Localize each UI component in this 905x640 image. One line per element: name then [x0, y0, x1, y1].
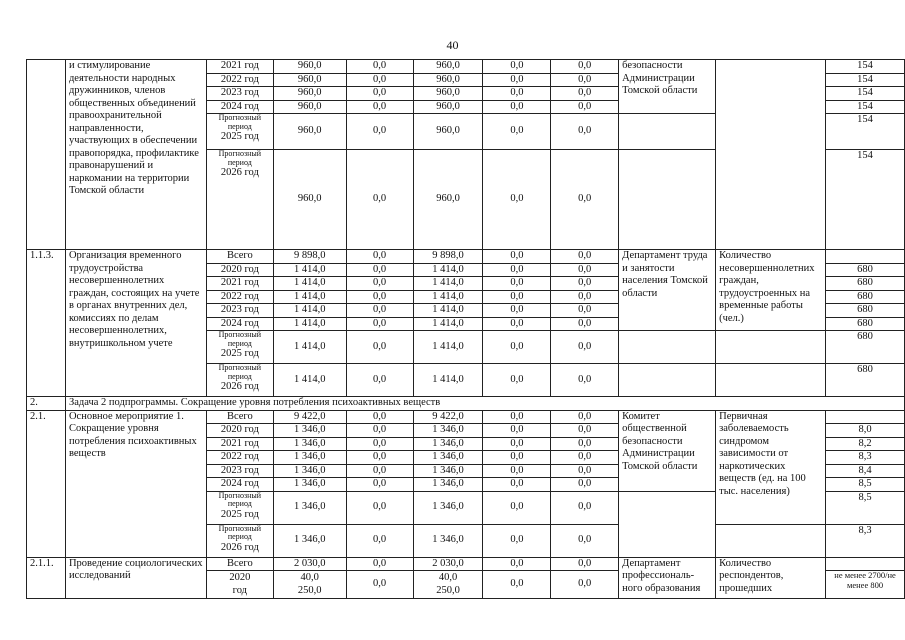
value-cell: 1 414,0 — [413, 331, 483, 364]
indicator-value-cell — [826, 410, 905, 424]
value-cell: 0,0 — [483, 464, 551, 478]
value-cell: 0,0 — [483, 364, 551, 397]
value-cell: 0,0 — [346, 364, 413, 397]
indicator-name-cell-empty — [716, 331, 826, 364]
indicator-value-cell: 154 — [826, 60, 905, 74]
value-cell: 0,0 — [551, 364, 619, 397]
period-unit: год — [232, 584, 247, 596]
period-cell: 2023 год — [206, 87, 273, 101]
value-cell: 960,0 — [273, 87, 346, 101]
indicator-value-cell: 680 — [826, 317, 905, 331]
indicator-value-cell: не менее 2700/не менее 800 — [826, 571, 905, 599]
table-row — [27, 60, 905, 74]
value-cell: 1 414,0 — [273, 263, 346, 277]
value-cell: 0,0 — [551, 524, 619, 557]
value-cell: 1 346,0 — [273, 451, 346, 465]
value-cell: 960,0 — [413, 73, 483, 87]
value-cell: 0,0 — [346, 290, 413, 304]
value-cell: 0,0 — [483, 114, 551, 150]
value-line: 40,0 — [300, 572, 319, 583]
value-cell: 1 414,0 — [273, 304, 346, 318]
value-cell: 1 414,0 — [413, 317, 483, 331]
value-cell: 1 414,0 — [273, 290, 346, 304]
table-row — [27, 410, 905, 424]
value-cell: 0,0 — [551, 491, 619, 524]
value-cell: 960,0 — [273, 73, 346, 87]
value-cell: 960,0 — [273, 100, 346, 114]
period-label-year: 2025 год — [220, 348, 259, 359]
value-cell: 0,0 — [346, 437, 413, 451]
period-label-forecast: Прогнозный — [218, 149, 262, 158]
table-row — [27, 250, 905, 264]
value-cell: 1 414,0 — [413, 263, 483, 277]
value-line: 40,0 — [438, 572, 458, 583]
indicator-value-cell: 154 — [826, 150, 905, 250]
value-cell: 0,0 — [483, 100, 551, 114]
value-cell: 1 346,0 — [413, 437, 483, 451]
period-cell — [206, 524, 273, 557]
period-cell: 2022 год — [206, 290, 273, 304]
indicator-value-cell: 8,5 — [826, 478, 905, 492]
period-cell: 2024 год — [206, 317, 273, 331]
value-cell: 1 346,0 — [413, 478, 483, 492]
code-cell: 2.1.1. — [27, 557, 66, 599]
value-cell: 0,0 — [346, 524, 413, 557]
value-cell: 1 346,0 — [273, 437, 346, 451]
value-cell: 1 346,0 — [273, 464, 346, 478]
value-cell: 0,0 — [483, 317, 551, 331]
indicator-value-cell: 680 — [826, 277, 905, 291]
value-cell: 0,0 — [551, 277, 619, 291]
value-cell: 0,0 — [483, 410, 551, 424]
value-cell: 0,0 — [483, 304, 551, 318]
value-cell: 0,0 — [346, 263, 413, 277]
period-cell: Всего — [206, 250, 273, 264]
value-cell: 2 030,0 — [413, 557, 483, 571]
description-cell: Основное мероприятие 1. Сокращение уровня потребления психоактивных веществ — [65, 410, 206, 557]
period-label-period: период — [227, 157, 252, 167]
indicator-value-cell: 680 — [826, 263, 905, 277]
value-cell: 1 414,0 — [413, 290, 483, 304]
value-cell: 0,0 — [346, 491, 413, 524]
description-cell: Проведение социологических исследований — [65, 557, 206, 599]
indicator-value-cell — [826, 557, 905, 571]
period-label-period: период — [227, 371, 252, 381]
value-cell: 960,0 — [413, 100, 483, 114]
value-cell: 1 414,0 — [413, 277, 483, 291]
value-cell: 1 346,0 — [413, 524, 483, 557]
period-label-year: 2025 год — [220, 508, 259, 520]
executor-cell-empty — [619, 150, 716, 250]
value-cell: 1 414,0 — [413, 364, 483, 397]
value-cell: 960,0 — [413, 150, 483, 250]
value-cell: 0,0 — [551, 571, 619, 599]
value-cell: 0,0 — [551, 87, 619, 101]
value-cell: 0,0 — [346, 424, 413, 438]
value-cell: 0,0 — [483, 571, 551, 599]
value-cell: 0,0 — [551, 150, 619, 250]
value-cell: 0,0 — [483, 437, 551, 451]
period-label-period: период — [227, 499, 252, 508]
period-cell: 2022 год — [206, 73, 273, 87]
period-cell: 2020 год — [206, 424, 273, 438]
value-cell: 0,0 — [483, 150, 551, 250]
value-cell: 0,0 — [346, 250, 413, 264]
indicator-name-cell: Количество респондентов, прошедших — [716, 557, 826, 599]
period-cell: 2022 год — [206, 451, 273, 465]
value-cell: 0,0 — [346, 464, 413, 478]
indicator-name-cell-empty — [716, 524, 826, 557]
indicator-value-cell: 154 — [826, 73, 905, 87]
value-cell: 0,0 — [346, 451, 413, 465]
value-cell: 0,0 — [346, 60, 413, 74]
code-cell: 1.1.3. — [27, 250, 66, 397]
value-cell: 0,0 — [346, 317, 413, 331]
value-line: 250,0 — [297, 584, 322, 596]
value-cell: 0,0 — [483, 424, 551, 438]
indicator-value-cell: 8,2 — [826, 437, 905, 451]
value-cell: 0,0 — [346, 114, 413, 150]
value-cell: 0,0 — [551, 410, 619, 424]
value-cell: 0,0 — [551, 317, 619, 331]
executor-cell: Департамент профессиональ- ного образования — [619, 557, 716, 599]
period-cell — [206, 571, 273, 599]
indicator-value-cell: 8,4 — [826, 464, 905, 478]
value-cell: 9 422,0 — [273, 410, 346, 424]
value-cell: 0,0 — [551, 464, 619, 478]
value-cell: 9 898,0 — [273, 250, 346, 264]
value-cell: 0,0 — [551, 557, 619, 571]
value-cell: 0,0 — [483, 263, 551, 277]
value-cell — [273, 571, 346, 599]
indicator-value-cell — [826, 250, 905, 264]
period-cell: 2024 год — [206, 478, 273, 492]
value-cell: 0,0 — [483, 73, 551, 87]
value-cell: 0,0 — [483, 557, 551, 571]
value-cell: 0,0 — [346, 478, 413, 492]
executor-cell: безопасности Администрации Томской области — [619, 60, 716, 114]
indicator-value-cell: 680 — [826, 331, 905, 364]
value-cell: 1 414,0 — [273, 331, 346, 364]
value-cell: 0,0 — [551, 304, 619, 318]
executor-cell-empty — [619, 491, 716, 557]
period-label-year: 2026 год — [220, 167, 259, 178]
value-cell: 0,0 — [551, 114, 619, 150]
period-label-period: период — [227, 338, 252, 348]
value-cell: 960,0 — [273, 150, 346, 250]
period-cell: 2021 год — [206, 437, 273, 451]
value-cell: 0,0 — [346, 304, 413, 318]
page-number: 40 — [446, 38, 459, 52]
value-cell — [413, 571, 483, 599]
value-cell: 0,0 — [346, 571, 413, 599]
value-cell: 0,0 — [551, 60, 619, 74]
value-cell: 0,0 — [551, 424, 619, 438]
period-cell: 2023 год — [206, 464, 273, 478]
indicator-value-cell: 680 — [826, 290, 905, 304]
period-cell: 2021 год — [206, 277, 273, 291]
period-cell: Всего — [206, 557, 273, 571]
value-cell: 1 346,0 — [413, 491, 483, 524]
value-cell: 0,0 — [346, 557, 413, 571]
period-label-forecast: Прогнозный — [218, 330, 262, 339]
period-label-year: 2026 год — [220, 541, 259, 553]
period-label-forecast: Прогнозный — [218, 524, 262, 533]
value-cell: 0,0 — [346, 150, 413, 250]
value-cell: 1 346,0 — [273, 478, 346, 492]
executor-cell-empty — [619, 114, 716, 150]
period-cell — [206, 331, 273, 364]
value-line: 250,0 — [436, 584, 460, 596]
value-cell: 0,0 — [551, 331, 619, 364]
period-year: 2020 — [229, 572, 251, 583]
value-cell: 0,0 — [483, 451, 551, 465]
period-cell: Всего — [206, 410, 273, 424]
description-cell: Организация временного трудоустройства несовершеннолетних граждан, состоящих на учете в органах внутренних дел, комиссиях по делам несовершеннолетних, внутришкольном учете — [65, 250, 206, 397]
value-cell: 0,0 — [483, 524, 551, 557]
value-cell: 0,0 — [551, 290, 619, 304]
executor-cell-empty — [619, 364, 716, 397]
indicator-name-cell — [716, 60, 826, 250]
indicator-value-cell: 154 — [826, 100, 905, 114]
value-cell: 1 414,0 — [273, 364, 346, 397]
period-label-period: период — [227, 121, 252, 131]
task-title-cell: Задача 2 подпрограммы. Сокращение уровня потребления психоактивных веществ — [65, 397, 904, 411]
indicator-value-cell: 680 — [826, 304, 905, 318]
value-cell: 0,0 — [346, 331, 413, 364]
code-cell: 2.1. — [27, 410, 66, 557]
period-cell: 2021 год — [206, 60, 273, 74]
value-cell: 1 346,0 — [413, 424, 483, 438]
value-cell: 0,0 — [551, 100, 619, 114]
value-cell: 0,0 — [346, 410, 413, 424]
value-cell: 0,0 — [551, 451, 619, 465]
value-cell: 1 414,0 — [273, 317, 346, 331]
executor-cell: Департамент труда и занятости населения Томской области — [619, 250, 716, 331]
value-cell: 0,0 — [483, 277, 551, 291]
period-cell: 2024 год — [206, 100, 273, 114]
value-cell: 1 346,0 — [273, 491, 346, 524]
period-cell — [206, 150, 273, 250]
indicator-value-cell: 8,3 — [826, 524, 905, 557]
value-cell: 960,0 — [413, 114, 483, 150]
indicator-name-cell-empty — [716, 364, 826, 397]
executor-cell-empty — [619, 331, 716, 364]
value-cell: 1 414,0 — [273, 277, 346, 291]
value-cell: 960,0 — [273, 60, 346, 74]
value-cell: 0,0 — [551, 263, 619, 277]
value-cell: 9 422,0 — [413, 410, 483, 424]
value-cell: 0,0 — [483, 250, 551, 264]
task-code-cell: 2. — [27, 397, 66, 411]
value-cell: 0,0 — [551, 250, 619, 264]
period-cell: 2023 год — [206, 304, 273, 318]
value-cell: 1 414,0 — [413, 304, 483, 318]
value-cell: 0,0 — [551, 437, 619, 451]
indicator-value-cell: 8,5 — [826, 491, 905, 524]
indicator-value-cell: 680 — [826, 364, 905, 397]
indicator-value-cell: 154 — [826, 87, 905, 101]
value-cell: 9 898,0 — [413, 250, 483, 264]
value-cell: 0,0 — [346, 277, 413, 291]
indicator-value-cell: 154 — [826, 114, 905, 150]
value-cell: 0,0 — [346, 73, 413, 87]
period-cell — [206, 114, 273, 150]
indicator-name-cell: Количество несовершеннолетних граждан, трудоустроенных на временные работы (чел.) — [716, 250, 826, 331]
period-label-period: период — [227, 532, 252, 541]
value-cell: 960,0 — [273, 114, 346, 150]
period-label-year: 2025 год — [220, 131, 259, 142]
value-cell: 0,0 — [483, 290, 551, 304]
description-cell: и стимулирование деятельности народных дружинников, членов общественных объединений правоохранительной направленности, участвующих в обеспечении правопорядка, профилактике правонарушений и наркомании на территории Томской области — [65, 60, 206, 250]
value-cell: 0,0 — [346, 87, 413, 101]
value-cell: 0,0 — [483, 60, 551, 74]
value-cell: 0,0 — [483, 331, 551, 364]
value-cell: 1 346,0 — [413, 451, 483, 465]
value-cell: 0,0 — [483, 478, 551, 492]
value-cell: 0,0 — [551, 73, 619, 87]
code-cell — [27, 60, 66, 250]
period-cell — [206, 364, 273, 397]
value-cell: 0,0 — [483, 491, 551, 524]
value-cell: 0,0 — [346, 100, 413, 114]
period-label-year: 2026 год — [220, 381, 259, 392]
period-cell — [206, 491, 273, 524]
executor-cell: Комитет общественной безопасности Администрации Томской области — [619, 410, 716, 491]
value-cell: 960,0 — [413, 87, 483, 101]
indicator-name-cell: Первичная заболеваемость синдромом зависимости от наркотических веществ (ед. на 100 тыс. населения) — [716, 410, 826, 524]
value-cell: 1 346,0 — [273, 524, 346, 557]
budget-table — [26, 59, 905, 599]
indicator-value-cell: 8,3 — [826, 451, 905, 465]
value-cell: 0,0 — [483, 87, 551, 101]
period-label-forecast: Прогнозный — [218, 113, 262, 122]
value-cell: 1 346,0 — [413, 464, 483, 478]
value-cell: 960,0 — [413, 60, 483, 74]
value-cell: 0,0 — [551, 478, 619, 492]
value-cell: 2 030,0 — [273, 557, 346, 571]
indicator-value-cell: 8,0 — [826, 424, 905, 438]
period-cell: 2020 год — [206, 263, 273, 277]
task-row — [27, 397, 905, 411]
period-label-forecast: Прогнозный — [218, 491, 262, 500]
value-cell: 1 346,0 — [273, 424, 346, 438]
table-row — [27, 557, 905, 571]
period-label-forecast: Прогнозный — [218, 363, 262, 372]
